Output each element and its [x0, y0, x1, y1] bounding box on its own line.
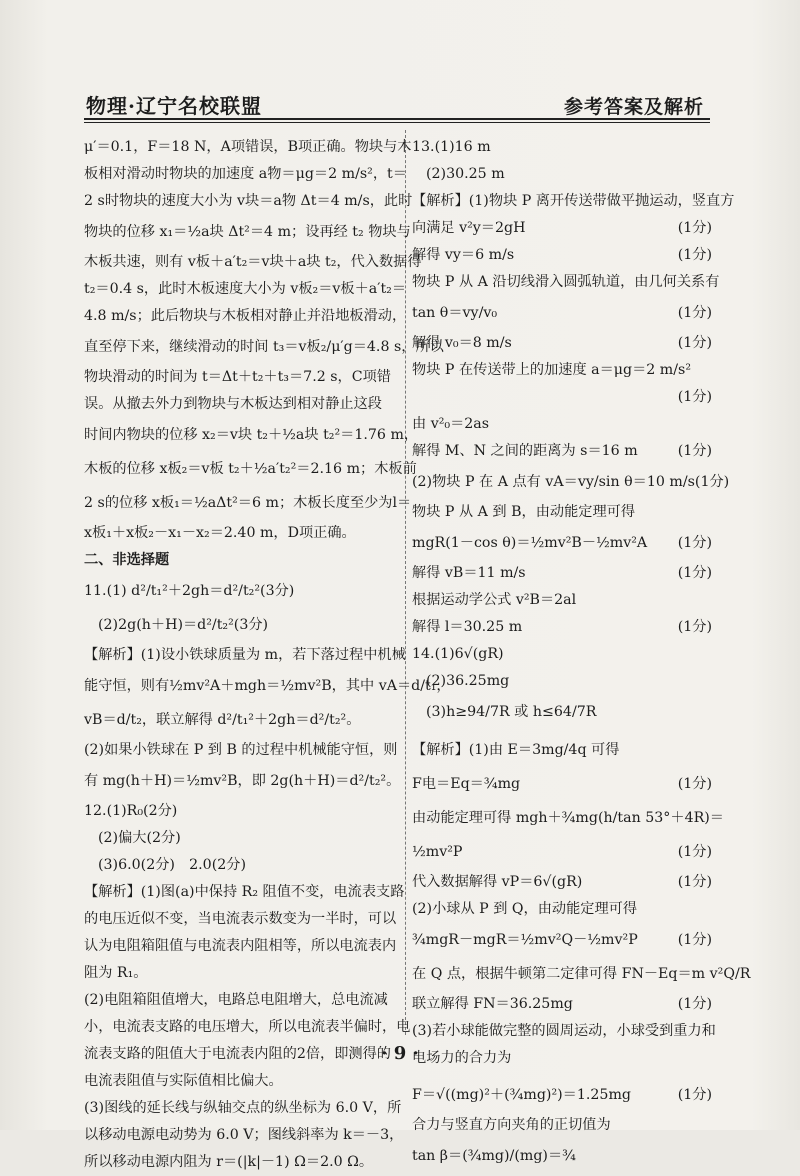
row-text: F电＝Eq＝¾mg	[412, 776, 521, 792]
analysis-row	[412, 330, 712, 357]
text-line: 误。从撤去外力到物块与木板达到相对静止这段	[84, 396, 382, 412]
analysis-row	[412, 587, 712, 614]
text-line: 小，电流表支路的电压增大，所以电流表半偏时，电	[84, 1019, 411, 1035]
analysis-row	[412, 733, 712, 767]
analysis-row	[412, 1112, 712, 1139]
header-rule	[84, 118, 710, 120]
answer-line: (3)h≥94/7R 或 h≤64/7R	[426, 704, 597, 720]
answer-line: 13.(1)16 m	[412, 139, 491, 155]
text-line: 木板的位移 x板₂＝v板 t₂＋½a′t₂²＝2.16 m；木板前	[84, 461, 417, 477]
row-text: 【解析】(1)物块 P 离开传送带做平抛运动，竖直方	[412, 193, 735, 209]
score-mark: (1分)	[677, 874, 712, 890]
score-mark: (1分)	[677, 305, 712, 321]
row-text: (3)若小球能做完整的圆周运动，小球受到重力和	[412, 1023, 716, 1039]
text-line: 认为电阻箱阻值与电流表内阻相等，所以电流表内	[84, 938, 397, 954]
text-line: 2 s的位移 x板₁＝½aΔt²＝6 m；木板长度至少为l＝	[84, 495, 412, 511]
analysis-row	[412, 499, 712, 526]
analysis-row	[412, 767, 712, 801]
analysis-row	[412, 957, 751, 991]
text-line: vB＝d/t₂，联立解得 d²/t₁²＋2gh＝d²/t₂²。	[84, 712, 361, 728]
text-line: 以移动电源电动势为 6.0 V；图线斜率为 k＝－3，	[84, 1127, 404, 1143]
row-text: 由 v²₀＝2as	[412, 416, 490, 432]
analysis-row	[412, 801, 724, 835]
answer-line: 11.(1) d²/t₁²＋2gh＝d²/t₂²(3分)	[84, 583, 295, 599]
row-text: ½mv²P	[412, 844, 463, 860]
row-text: 物块 P 从 A 到 B，由动能定理可得	[412, 504, 636, 520]
row-text: F＝√((mg)²＋(¾mg)²)＝1.25mg	[412, 1087, 631, 1103]
page-number: · 9 ·	[381, 1043, 419, 1064]
analysis-row	[412, 835, 712, 869]
answer-line: 14.(1)6√(gR)	[412, 646, 504, 662]
text-line: 的电压近似不变，当电流表示数变为一半时，可以	[84, 911, 397, 927]
analysis-row	[412, 1139, 712, 1173]
analysis-row	[412, 384, 712, 411]
answer-line: (2)2g(h＋H)＝d²/t₂²(3分)	[98, 617, 269, 633]
text-line: 4.8 m/s；此后物块与木板相对静止并沿地板滑动，	[84, 308, 407, 324]
row-text: 【解析】(1)由 E＝3mg/4q 可得	[412, 742, 620, 758]
analysis-row	[412, 215, 712, 242]
analysis-row	[412, 269, 720, 296]
row-text: 代入数据解得 vP＝6√(gR)	[412, 874, 583, 890]
score-mark: (1分)	[694, 474, 730, 490]
text-line: (2)如果小铁球在 P 到 B 的过程中机械能守恒，则	[84, 742, 398, 758]
row-text: 解得 v₀＝8 m/s	[412, 335, 512, 351]
analysis-row	[412, 296, 712, 330]
score-mark: (1分)	[677, 389, 712, 405]
answer-line: 12.(1)R₀(2分)	[84, 803, 178, 819]
analysis-line: 【解析】(1)图(a)中保持 R₂ 阻值不变，电流表支路	[84, 884, 405, 900]
score-mark: (1分)	[677, 996, 712, 1012]
row-text: 解得 M、N 之间的距离为 s＝16 m	[412, 443, 638, 459]
text-line: 板相对滑动时物块的加速度 a物＝μg＝2 m/s²，t＝	[84, 166, 407, 182]
score-mark: (1分)	[677, 220, 712, 236]
analysis-line: 【解析】(1)设小铁球质量为 m，若下落过程中机械	[84, 647, 406, 663]
row-text: 合力与竖直方向夹角的正切值为	[412, 1117, 611, 1133]
score-mark: (1分)	[677, 619, 712, 635]
text-line: 时间内物块的位移 x₂＝v块 t₂＋½a块 t₂²＝1.76 m，	[84, 427, 419, 443]
score-mark: (1分)	[677, 335, 712, 351]
text-line: t₂＝0.4 s，此时木板速度大小为 v板₂＝v板＋a′t₂＝	[84, 281, 407, 297]
analysis-row	[412, 438, 712, 465]
score-mark: (1分)	[677, 535, 712, 551]
row-text: 在 Q 点，根据牛顿第二定律可得 FN－Eq＝m v²Q/R	[412, 966, 751, 982]
text-line: (3)图线的延长线与纵轴交点的纵坐标为 6.0 V，所	[84, 1100, 402, 1116]
score-mark: (1分)	[677, 247, 712, 263]
answer-line: (2)偏大(2分)	[98, 830, 181, 846]
row-text: 电场力的合力为	[412, 1050, 512, 1066]
row-text: 物块 P 在传送带上的加速度 a＝μg＝2 m/s²	[412, 362, 692, 378]
score-mark: (1分)	[677, 565, 712, 581]
answer-line: (2)36.25mg	[426, 673, 510, 689]
row-text: 联立解得 FN＝36.25mg	[412, 996, 573, 1012]
analysis-row	[412, 465, 730, 499]
text-line: (2)电阻箱阻值增大，电路总电阻增大，总电流减	[84, 992, 388, 1008]
row-text: 向满足 v²y＝2gH	[412, 220, 526, 236]
score-mark: (1分)	[677, 443, 712, 459]
row-text: tan β＝(¾mg)/(mg)＝¾	[412, 1148, 576, 1164]
header-rule-thin	[84, 122, 710, 123]
section-heading: 二、非选择题	[84, 552, 170, 568]
row-text: (2)小球从 P 到 Q，由动能定理可得	[412, 901, 638, 917]
row-text: (2)物块 P 在 A 点有 vA＝vy/sin θ＝10 m/s	[412, 474, 695, 490]
analysis-row	[412, 1018, 716, 1045]
analysis-row	[412, 242, 712, 269]
analysis-row	[412, 991, 712, 1018]
row-text: 解得 l＝30.25 m	[412, 619, 523, 635]
row-text: ¾mgR－mgR＝½mv²Q－½mv²P	[412, 932, 638, 948]
row-text: 由动能定理可得 mgh＋¾mg(h/tan 53°＋4R)＝	[412, 810, 724, 826]
right-column	[412, 134, 751, 1173]
row-text: 解得 vy＝6 m/s	[412, 247, 515, 263]
row-text: 物块 P 从 A 沿切线滑入圆弧轨道，由几何关系有	[412, 274, 720, 290]
text-line: 物块滑动的时间为 t＝Δt＋t₂＋t₃＝7.2 s，C项错	[84, 369, 391, 385]
row-text: 解得 vB＝11 m/s	[412, 565, 526, 581]
text-line: 物块的位移 x₁＝½a块 Δt²＝4 m；设再经 t₂ 物块与	[84, 224, 411, 240]
analysis-row	[412, 1078, 712, 1112]
text-line: 木板共速，则有 v板＋a′t₂＝v块＋a块 t₂，代入数据得	[84, 254, 422, 270]
analysis-row	[412, 526, 712, 560]
row-text: 根据运动学公式 v²B＝2al	[412, 592, 577, 608]
row-text: tan θ＝vy/v₀	[412, 305, 498, 321]
header-subject: 物理·辽宁名校联盟	[86, 94, 262, 118]
text-line: μ′＝0.1，F＝18 N，A项错误，B项正确。物块与木	[84, 139, 412, 155]
analysis-row	[412, 923, 712, 957]
score-mark: (1分)	[677, 844, 712, 860]
analysis-row	[412, 614, 712, 641]
answer-line: (2)30.25 m	[426, 166, 505, 182]
analysis-row	[412, 896, 712, 923]
analysis-row	[412, 411, 712, 438]
analysis-row	[412, 560, 712, 587]
analysis-row	[412, 357, 712, 384]
score-mark: (1分)	[677, 932, 712, 948]
text-line: 2 s时物块的速度大小为 v块＝a物 Δt＝4 m/s，此时	[84, 193, 413, 209]
text-line: 流表支路的阻值大于电流表内阻的2倍，即测得的	[84, 1046, 391, 1062]
analysis-row	[412, 869, 712, 896]
text-line: 有 mg(h＋H)＝½mv²B，即 2g(h＋H)＝d²/t₂²。	[84, 773, 401, 789]
analysis-row	[412, 188, 735, 215]
text-line: 能守恒，则有½mv²A＋mgh＝½mv²B，其中 vA＝d/t₁，	[84, 678, 451, 694]
answer-line: (3)6.0(2分) 2.0(2分)	[98, 857, 246, 873]
text-line: 直至停下来，继续滑动的时间 t₃＝v板₂/μ′g＝4.8 s，所以	[84, 339, 444, 355]
score-mark: (1分)	[677, 1087, 712, 1103]
text-line: 电流表阻值与实际值相比偏大。	[84, 1073, 283, 1089]
header-title: 参考答案及解析	[563, 96, 704, 118]
score-mark: (1分)	[677, 776, 712, 792]
row-text: mgR(1－cos θ)＝½mv²B－½mv²A	[412, 535, 648, 551]
text-line: x板₁＋x板₂－x₁－x₂＝2.40 m，D项正确。	[84, 525, 356, 541]
text-line: 阻为 R₁。	[84, 965, 148, 981]
text-line: 所以移动电源内阻为 r＝(|k|－1) Ω＝2.0 Ω。	[84, 1154, 374, 1170]
